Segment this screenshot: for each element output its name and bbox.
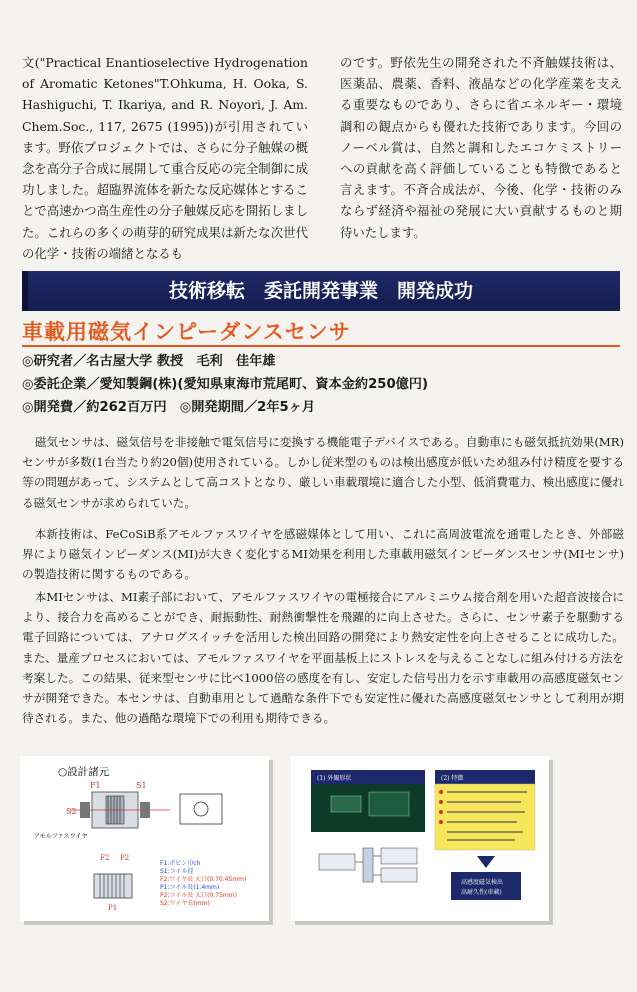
article-title: 車載用磁気インピーダンスセンサ (22, 320, 351, 344)
intro-right-column: のです。野依先生の開発された不斉触媒技術は、医薬品、農薬、香料、液晶などの化学産業を支える重要なものであり、さらに省エネルギー・環境調和の観点からも優れた技術であります。今回のノーベル賞は、自然と調和したエコケミストリーへの貢献を高く評価していることも特徴であると言えます。不斉合成法が、今後、化学・技術のみならず経済や福祉の発展に大い貢献するものと期待いたします。 (340, 55, 622, 240)
banner-accent (22, 271, 28, 311)
panel2-title: (2) 特徴 (441, 775, 464, 782)
left-electrode (80, 802, 90, 818)
legend-item: S1:コイル径 (160, 868, 194, 875)
label-f1: F1 (90, 781, 101, 790)
section-banner: 技術移転 委託開発事業 開発成功 (22, 271, 620, 311)
label-wire: アモルファスワイヤ (34, 833, 88, 840)
legend-item: S2:ワイヤ長(mm) (160, 900, 210, 907)
label-f2: F2 (100, 854, 110, 862)
researcher-line: ◎研究者／名古屋大学 教授 毛利 佳年雄 (22, 354, 276, 369)
body-paragraph-3: 本MIセンサは、MI素子部において、アモルファスワイヤの電極接合にアルミニウム接合剤を用いた超音波接合により、接合力を高めることができ、耐振動性、耐熱衝撃性を飛躍的に向上させた。さらに、センサ素子を駆動する電子回路については、アナログスイッチを活用した検出回路の開発により熱安定性を向上させることに成功した。また、量産プロセスにおいては、アモルファスワイヤを平面基板上にストレスを与えることなしに組み付ける方法を考案した。この結果、従来型センサに比べ1000倍の感度を有し、安定した信号出力を示す車載用の高感度磁気センサが開発できた。本センサは、自動車用として過酷な条件下でも安定性に優れた高感度磁気センサとして利用が期待される。また、他の過酷な環境下での利用も期待できる。 (22, 590, 624, 726)
product-diagram (291, 756, 549, 921)
legend-item: P1:コイル長(1.4mm) (160, 884, 220, 891)
block-4 (381, 868, 417, 882)
side-view-coil (194, 802, 208, 816)
block-2 (363, 848, 373, 882)
result-line-2: 高耐久性(車載) (461, 889, 502, 896)
cost-period-line: ◎開発費／約262百万円 ◎開発期間／2年5ヶ月 (22, 400, 316, 415)
title-rule (22, 345, 620, 347)
panel1-title: (1) 外観形状 (317, 775, 352, 782)
body-paragraph-1: 磁気センサは、磁気信号を非接触で電気信号に変換する機能電子デバイスである。自動車にも磁気抵抗効果(MR)センサが多数(1台当たり約20個)使用されている。しかし従来型のものは検出感度が低いため組み付け精度を要する等の問題があって、システムとして高コストとなり、厳しい車載環境に適合した小型、低消費電力、検出感度に優れる磁気センサが求められていた。 (22, 435, 624, 510)
block-3 (381, 848, 417, 864)
figure-caption: ○設計諸元 (58, 766, 110, 778)
result-line-1: 高感度磁気検出 (461, 879, 504, 886)
body-paragraph-2: 本新技術は、FeCoSiB系アモルファスワイヤを感磁媒体として用い、これに高周波電流を通電したとき、外部磁界により磁気インピーダンス(MI)が大きく変化するMI効果を利用した車載用磁気インピーダンスセンサ(MIセンサ)の製造技術に関するものである。 (22, 527, 624, 582)
sensor-diagram (20, 756, 269, 921)
label-s1: S1 (136, 781, 147, 790)
label-p2: P2 (120, 854, 130, 862)
legend-item: F2:ワイヤ長 大口(0.70.45mm) (160, 876, 247, 883)
side-view (180, 794, 222, 824)
company-line: ◎委託企業／愛知製鋼(株)(愛知県東海市荒尾町、資本金約250億円) (22, 377, 429, 392)
label-p1: P1 (108, 904, 118, 912)
design-spec-figure (20, 756, 269, 921)
legend-item: F1:ボビン巾ch (160, 860, 201, 867)
label-s2: S2 (66, 807, 77, 816)
block-1 (319, 854, 355, 870)
right-electrode (140, 802, 150, 818)
pcb-chip (331, 796, 361, 812)
product-figure (291, 756, 549, 921)
pcb-module (369, 792, 409, 816)
intro-left-column: 文("Practical Enantioselective Hydrogenation of Aromatic Ketones"T.Ohkuma, H. Ooka, S. Hashiguchi, T. Ikariya, and R. Noyori, J. Am. Chem.Soc., 117, 2675 (1995))が引用されています。野依プロジェクトでは、さらに分子触媒の概念を高分子合成に展開して重合反応の完全制御に成功しました。超臨界流体を新たな反応媒体とすることで高速かつ高生産性の分子触媒反応を開拓しました。これらの多くの萌芽的研究成果は新たな次世代の化学・技術の端緒となるも (22, 55, 308, 261)
legend-item: P2:コイル長 大口(0.75mm) (160, 892, 237, 899)
